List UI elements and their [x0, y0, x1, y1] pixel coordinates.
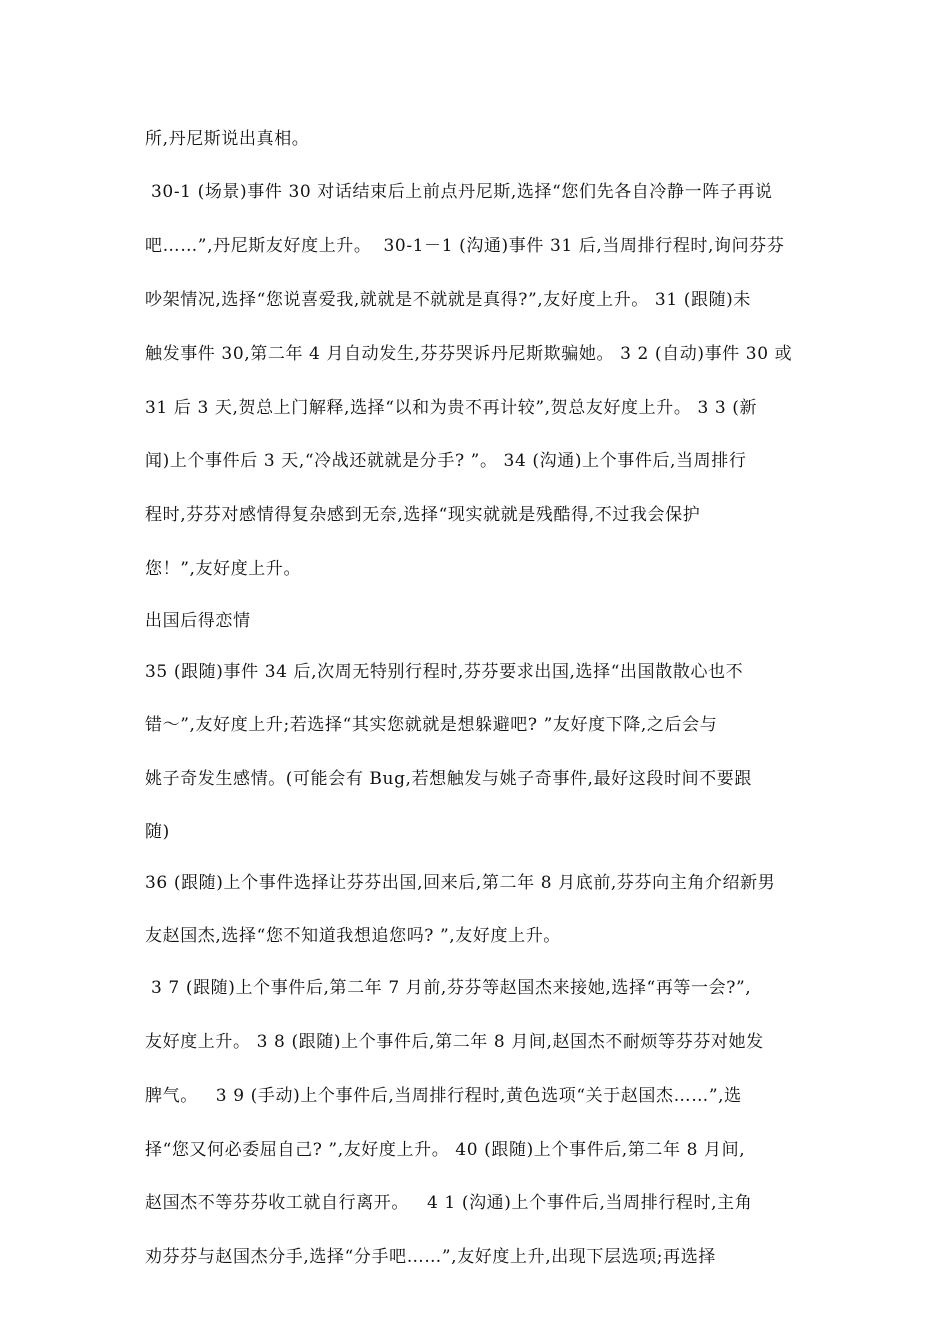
text-line: 36 (跟随)上个事件选择让芬芬出国,回来后,第二年 8 月底前,芬芬向主角介绍新男: [145, 873, 776, 893]
text-line: 赵国杰不等芬芬收工就自行离开。 4 1 (沟通)上个事件后,当周排行程时,主角: [145, 1193, 753, 1213]
text-line: 31 后 3 天,贺总上门解释,选择“以和为贵不再计较”,贺总友好度上升。 3 3 (新: [145, 398, 758, 418]
text-line: 择“您又何必委屈自己? ”,友好度上升。 40 (跟随)上个事件后,第二年 8 月间,: [145, 1140, 746, 1160]
text-line: 脾气。 3 9 (手动)上个事件后,当周排行程时,黄色选项“关于赵国杰……”,选: [145, 1086, 742, 1106]
text-line: 姚子奇发生感情。(可能会有 Bug,若想触发与姚子奇事件,最好这段时间不要跟: [145, 769, 752, 789]
text-line: 劝芬芬与赵国杰分手,选择“分手吧……”,友好度上升,出现下层选项;再选择: [145, 1247, 716, 1267]
text-line: 错～”,友好度上升;若选择“其实您就就是想躲避吧? ”友好度下降,之后会与: [145, 715, 718, 735]
text-line: 程时,芬芬对感情得复杂感到无奈,选择“现实就就是残酷得,不过我会保护: [145, 505, 701, 525]
text-line: 触发事件 30,第二年 4 月自动发生,芬芬哭诉丹尼斯欺骗她。 3 2 (自动)事件 30 或: [145, 344, 793, 364]
section-heading: 出国后得恋情: [145, 611, 251, 631]
text-line: 友好度上升。 3 8 (跟随)上个事件后,第二年 8 月间,赵国杰不耐烦等芬芬对她发: [145, 1032, 764, 1052]
text-line: 吧……”,丹尼斯友好度上升。 30-1－1 (沟通)事件 31 后,当周排行程时,询问芬芬: [145, 236, 785, 256]
text-line: 所,丹尼斯说出真相。: [145, 129, 310, 149]
text-line: 3 7 (跟随)上个事件后,第二年 7 月前,芬芬等赵国杰来接她,选择“再等一会?”,: [145, 978, 752, 998]
text-line: 闻)上个事件后 3 天,“冷战还就就是分手? ”。 34 (沟通)上个事件后,当周排行: [145, 451, 747, 471]
text-line: 友赵国杰,选择“您不知道我想追您吗? ”,友好度上升。: [145, 926, 561, 946]
text-line: 您！”,友好度上升。: [145, 559, 302, 579]
text-line: 随): [145, 822, 170, 842]
text-line: 30-1 (场景)事件 30 对话结束后上前点丹尼斯,选择“您们先各自冷静一阵子再说: [145, 182, 773, 202]
text-line: 35 (跟随)事件 34 后,次周无特别行程时,芬芬要求出国,选择“出国散散心也不: [145, 662, 744, 682]
text-line: 吵架情况,选择“您说喜爱我,就就是不就就是真得?”,友好度上升。 31 (跟随)未: [145, 290, 752, 310]
